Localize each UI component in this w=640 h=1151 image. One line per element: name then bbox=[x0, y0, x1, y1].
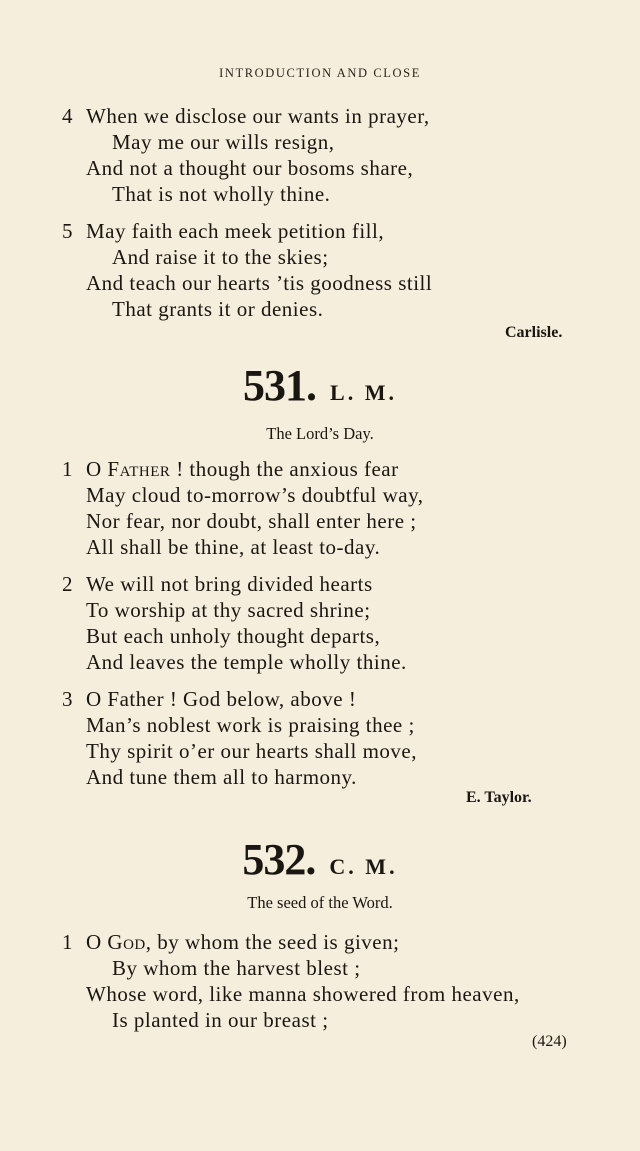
hymn-532-heading bbox=[0, 834, 640, 885]
hymn-meter: C. M. bbox=[329, 854, 398, 879]
verse-line: May me our wills resign, bbox=[112, 130, 335, 154]
verse-line: That grants it or denies. bbox=[112, 297, 324, 321]
verse-line: O Father ! God below, above ! bbox=[86, 687, 357, 711]
verse-line: Whose word, like manna showered from heaven, bbox=[86, 982, 520, 1006]
first-line-rest: ! though the anxious fear bbox=[170, 457, 399, 481]
attribution: Carlisle. bbox=[505, 324, 563, 341]
hymn-meter: L. M. bbox=[330, 380, 397, 405]
verse-line: Is planted in our breast ; bbox=[112, 1008, 329, 1032]
stanza-number: 1 bbox=[62, 457, 73, 481]
verse-line: Thy spirit o’er our hearts shall move, bbox=[86, 739, 418, 763]
page-number: (424) bbox=[532, 1033, 567, 1050]
verse-line bbox=[86, 456, 399, 482]
verse-line: To worship at thy sacred shrine; bbox=[86, 598, 371, 622]
stanza-number: 3 bbox=[62, 687, 73, 711]
verse-line: And teach our hearts ’tis goodness still bbox=[86, 271, 433, 295]
first-word: O God bbox=[86, 930, 146, 954]
verse-line: May cloud to-morrow’s doubtful way, bbox=[86, 483, 424, 507]
stanza-number: 5 bbox=[62, 219, 73, 243]
verse-line bbox=[86, 929, 399, 955]
verse-line: But each unholy thought departs, bbox=[86, 624, 381, 648]
verse-line: And leaves the temple wholly thine. bbox=[86, 650, 407, 674]
verse-line: And raise it to the skies; bbox=[112, 245, 329, 269]
verse-line: And not a thought our bosoms share, bbox=[86, 156, 414, 180]
stanza-number: 2 bbox=[62, 572, 73, 596]
stanza-number: 1 bbox=[62, 930, 73, 954]
verse-line: And tune them all to harmony. bbox=[86, 765, 357, 789]
first-word: O Father bbox=[86, 457, 171, 481]
first-line-rest: , by whom the seed is given; bbox=[145, 930, 400, 954]
hymn-number: 531. bbox=[243, 361, 317, 410]
verse-line: All shall be thine, at least to-day. bbox=[86, 535, 381, 559]
hymn-subtitle: The seed of the Word. bbox=[247, 893, 393, 912]
verse-line: We will not bring divided hearts bbox=[86, 572, 373, 596]
verse-line: Man’s noblest work is praising thee ; bbox=[86, 713, 415, 737]
hymn-531-heading bbox=[0, 360, 640, 411]
verse-line: Nor fear, nor doubt, shall enter here ; bbox=[86, 509, 417, 533]
verse-line: By whom the harvest blest ; bbox=[112, 956, 361, 980]
verse-line: When we disclose our wants in prayer, bbox=[86, 104, 430, 128]
attribution: E. Taylor. bbox=[466, 789, 532, 806]
running-head: INTRODUCTION AND CLOSE bbox=[219, 66, 421, 80]
stanza-number: 4 bbox=[62, 104, 73, 128]
verse-line: That is not wholly thine. bbox=[112, 182, 331, 206]
hymn-number: 532. bbox=[242, 835, 316, 884]
hymn-subtitle: The Lord’s Day. bbox=[266, 424, 374, 443]
verse-line: May faith each meek petition fill, bbox=[86, 219, 385, 243]
